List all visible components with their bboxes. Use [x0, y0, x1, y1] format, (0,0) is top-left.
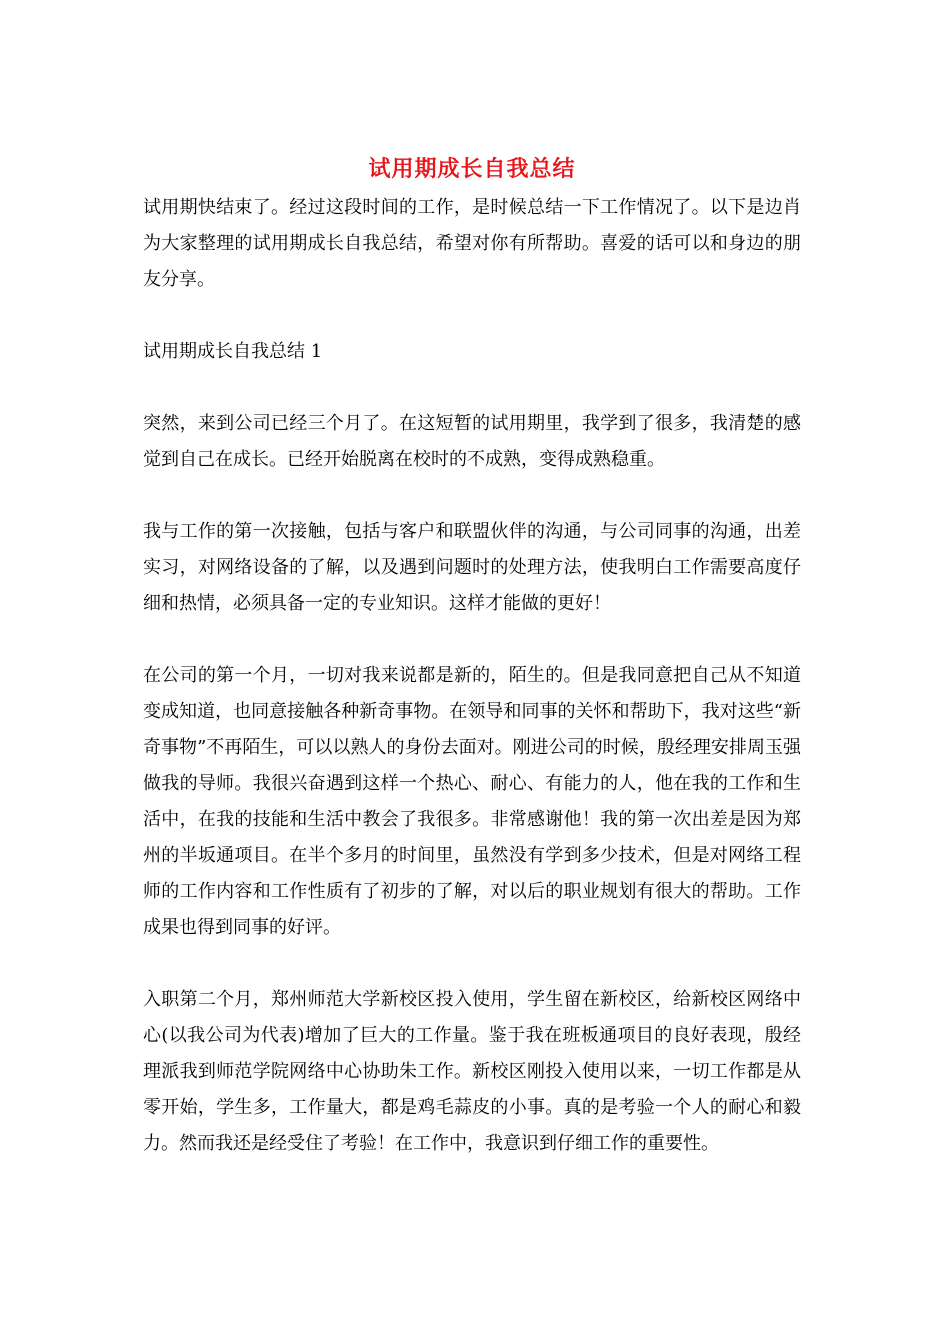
body-paragraph: 突然，来到公司已经三个月了。在这短暂的试用期里，我学到了很多，我清楚的感觉到自己在成长。已经开始脱离在校时的不成熟，变得成熟稳重。: [143, 413, 801, 470]
document-page: [143, 150, 801, 1162]
document-title: 试用期成长自我总结: [368, 156, 576, 182]
section-heading: 试用期成长自我总结 1: [143, 341, 323, 362]
body-paragraph: 在公司的第一个月，一切对我来说都是新的，陌生的。但是我同意把自己从不知道变成知道，也同意接触各种新奇事物。在领导和同事的关怀和帮助下，我对这些“新奇事物”不再陌生，可以以熟人的身份去面对。刚进公司的时候，殷经理安排周玉强做我的导师。我很兴奋遇到这样一个热心、耐心、有能力的人，他在我的工作和生活中，在我的技能和生活中教会了我很多。非常感谢他！我的第一次出差是因为郑州的半坂通项目。在半个多月的时间里，虽然没有学到多少技术，但是对网络工程师的工作内容和工作性质有了初步的了解，对以后的职业规划有很大的帮助。工作成果也得到同事的好评。: [143, 665, 801, 938]
body-paragraph: 入职第二个月，郑州师范大学新校区投入使用，学生留在新校区，给新校区网络中心(以我公司为代表)增加了巨大的工作量。鉴于我在班板通项目的良好表现，殷经理派我到师范学院网络中心协助朱工作。新校区刚投入使用以来，一切工作都是从零开始，学生多，工作量大，都是鸡毛蒜皮的小事。真的是考验一个人的耐心和毅力。然而我还是经受住了考验！在工作中，我意识到仔细工作的重要性。: [143, 989, 801, 1154]
body-paragraph: 我与工作的第一次接触，包括与客户和联盟伙伴的沟通，与公司同事的沟通，出差实习，对网络设备的了解，以及遇到问题时的处理方法，使我明白工作需要高度仔细和热情，必须具备一定的专业知识。这样才能做的更好！: [143, 521, 801, 614]
intro-paragraph: 试用期快结束了。经过这段时间的工作，是时候总结一下工作情况了。以下是边肖为大家整理的试用期成长自我总结，希望对你有所帮助。喜爱的话可以和身边的朋友分享。: [143, 197, 801, 290]
